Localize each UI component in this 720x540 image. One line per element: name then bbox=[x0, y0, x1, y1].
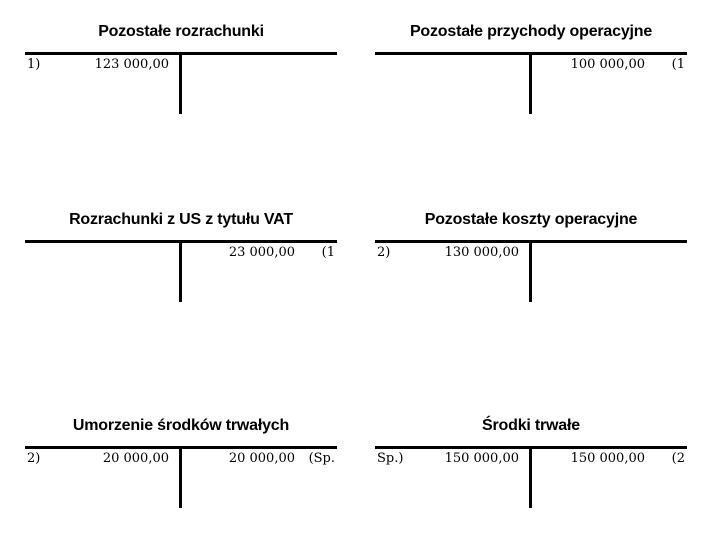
t-account-pozostale-rozrachunki bbox=[25, 22, 337, 138]
account-title: Umorzenie środków trwałych bbox=[72, 417, 290, 434]
credit-entry-amount: 100 000,00 bbox=[570, 57, 645, 72]
account-title: Środki trwałe bbox=[482, 417, 580, 434]
debit-entry-amount: 130 000,00 bbox=[444, 245, 519, 260]
account-title: Pozostałe przychody operacyjne bbox=[409, 23, 653, 40]
t-account-vertical-line bbox=[179, 52, 182, 114]
credit-entry-amount: 20 000,00 bbox=[228, 451, 295, 466]
account-title: Rozrachunki z US z tytułu VAT bbox=[69, 211, 293, 228]
debit-entry-mark: 2) bbox=[27, 451, 41, 466]
debit-entry-amount: 20 000,00 bbox=[102, 451, 169, 466]
debit-entry-mark: 1) bbox=[27, 57, 41, 72]
credit-entry-amount: 150 000,00 bbox=[570, 451, 645, 466]
account-title: Pozostałe koszty operacyjne bbox=[424, 211, 638, 228]
debit-entry-amount: 150 000,00 bbox=[444, 451, 519, 466]
t-account-umorzenie-srodkow-trwalych bbox=[25, 416, 337, 532]
account-title: Pozostałe rozrachunki bbox=[98, 23, 264, 40]
credit-entry-mark: (1 bbox=[671, 57, 685, 72]
t-account-vertical-line bbox=[529, 52, 532, 114]
t-account-pozostale-koszty-operacyjne bbox=[375, 210, 687, 326]
t-account-vertical-line bbox=[179, 446, 182, 508]
credit-entry-amount: 23 000,00 bbox=[228, 245, 295, 260]
credit-entry-mark: (2 bbox=[671, 451, 685, 466]
t-account-rozrachunki-z-us-vat bbox=[25, 210, 337, 326]
credit-entry-mark: (1 bbox=[321, 245, 335, 260]
t-account-pozostale-przychody-operacyjne bbox=[375, 22, 687, 138]
debit-entry-amount: 123 000,00 bbox=[94, 57, 169, 72]
t-account-srodki-trwale bbox=[375, 416, 687, 532]
debit-entry-mark: Sp.) bbox=[377, 451, 404, 466]
t-account-vertical-line bbox=[179, 240, 182, 302]
debit-entry-mark: 2) bbox=[377, 245, 391, 260]
t-account-vertical-line bbox=[529, 240, 532, 302]
credit-entry-mark: (Sp. bbox=[308, 451, 335, 466]
t-account-vertical-line bbox=[529, 446, 532, 508]
